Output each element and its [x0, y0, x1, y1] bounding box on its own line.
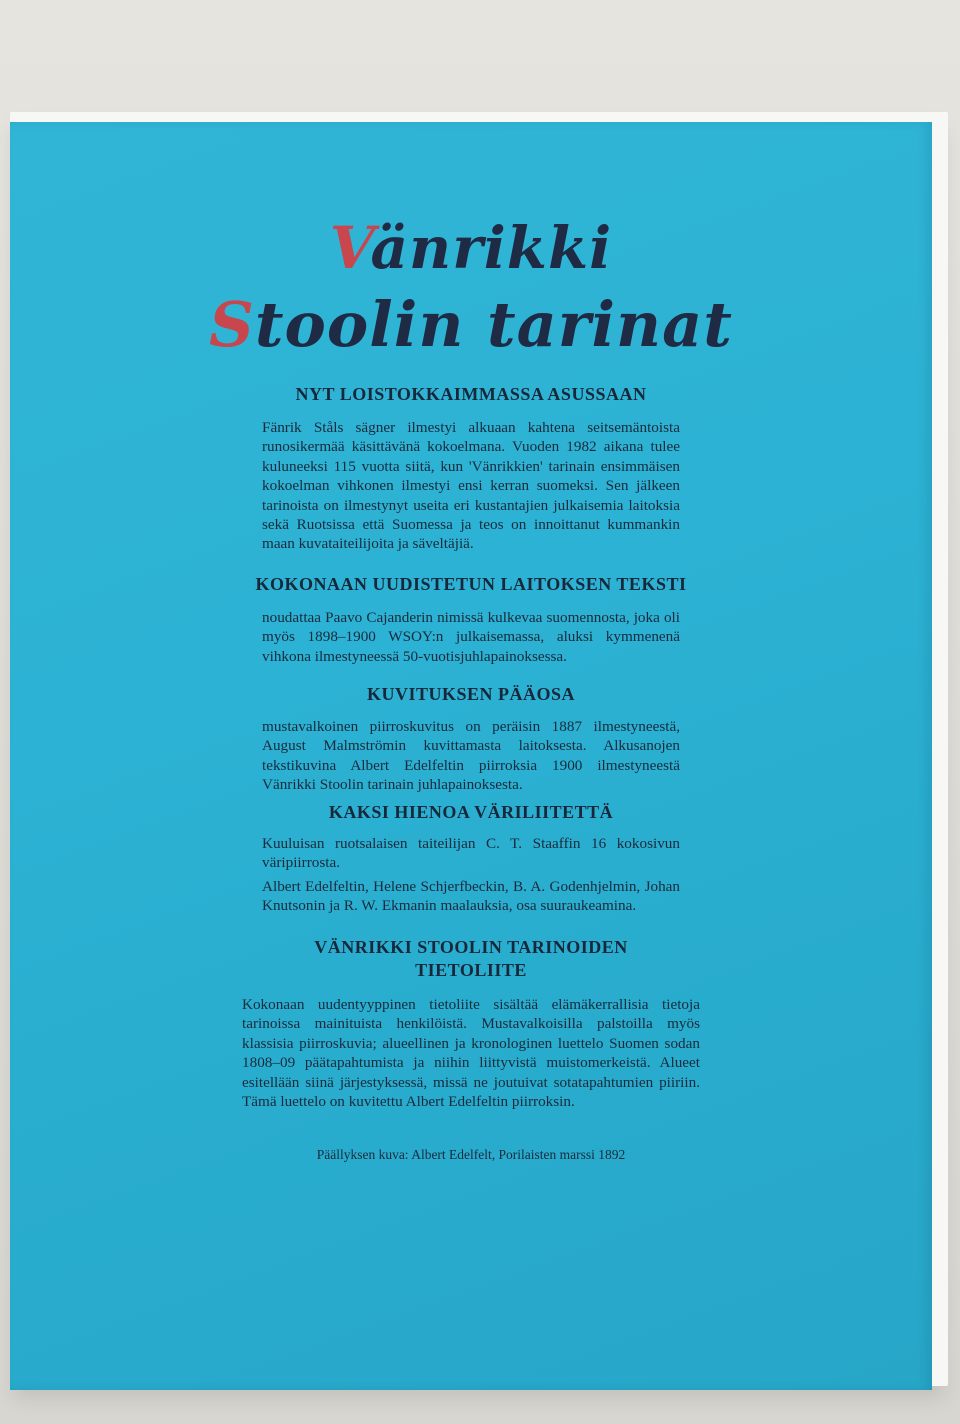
- section-heading-4: KAKSI HIENOA VÄRILIITETTÄ: [328, 802, 614, 822]
- cover-credit: Päällyksen kuva: Albert Edelfelt, Porilaisten marssi 1892: [316, 1147, 626, 1162]
- section-text-2: noudattaa Paavo Cajanderin nimissä kulkevaa suomennosta, joka oli myös 1898–1900 WSOY:n julkaisemassa, aluksi kymmenenä vihkona ilmestyneessä 50-vuotisjuhlapainoksessa.: [262, 609, 680, 665]
- title-initial-s: S: [209, 288, 255, 361]
- section-heading-5b: TIETOLIITE: [415, 960, 527, 980]
- cover-content: [10, 122, 932, 1390]
- section-heading-2: KOKONAAN UUDISTETUN LAITOKSEN TEKSTI: [255, 574, 687, 594]
- section-text-4a: Kuuluisan ruotsalaisen taiteilijan C. T. Staaffin 16 kokosivun väripiirrosta.: [262, 835, 680, 872]
- title-line-1-rest: änrikki: [370, 214, 613, 282]
- title-initial-v: V: [329, 214, 371, 282]
- section-text-3: mustavalkoinen piirroskuvitus on peräisin 1887 ilmestyneestä, August Malmströmin kuvittamasta laitoksesta. Alkusanojen tekstikuvina Albert Edelfeltin piirroksia 1900 ilmestyneestä Vänrikki Stoolin tarinain juhlapainoksesta.: [262, 718, 680, 794]
- section-heading-5: VÄNRIKKI STOOLIN TARINOIDEN: [314, 937, 628, 957]
- section-heading-1: NYT LOISTOKKAIMMASSA ASUSSAAN: [295, 384, 647, 404]
- book-back-cover: [10, 122, 932, 1390]
- title-line-2: [10, 288, 932, 361]
- section-text-5: Kokonaan uudentyyppinen tietoliite sisältää elämäkerrallisia tietoja tarinoissa mainituista henkilöistä. Mustavalkoisilla palstoilla myös klassisia piirroskuvia; alueellinen ja kronologinen luettelo Suomen sodan 1808–09 päätapahtumista ja niihin liittyvistä muistomerkeistä. Alueet esitellään siinä järjestyksessä, missä ne joutuivat sotatapahtumien piiriin. Tämä luettelo on kuvitettu Albert Edelfeltin piirroksin.: [242, 996, 700, 1111]
- section-heading-3: KUVITUKSEN PÄÄOSA: [366, 684, 576, 704]
- section-text-1: Fänrik Ståls sägner ilmestyi alkuaan kahtena seitsemäntoista runosikermää käsittävänä kokoelmana. Vuoden 1982 aikana tulee kuluneeksi 115 vuotta siitä, kun 'Vänrikkien' tarinain ensimmäisen kokoelman vihkonen ilmestyi ensi kerran suomeksi. Sen jälkeen tarinoista on ilmestynyt useita eri kustantajien julkaisemia laitoksia sekä Ruotsissa että Suomessa ja teos on innoittanut kummankin maan kuvataiteilijoita ja säveltäjiä.: [262, 419, 680, 553]
- title-line-2-rest: toolin tarinat: [254, 288, 733, 361]
- title-line-1: [10, 214, 932, 282]
- section-text-4b: Albert Edelfeltin, Helene Schjerfbeckin, B. A. Godenhjelmin, Johan Knutsonin ja R. W. Ekmanin maalauksia, osa suuraukeamina.: [262, 878, 680, 915]
